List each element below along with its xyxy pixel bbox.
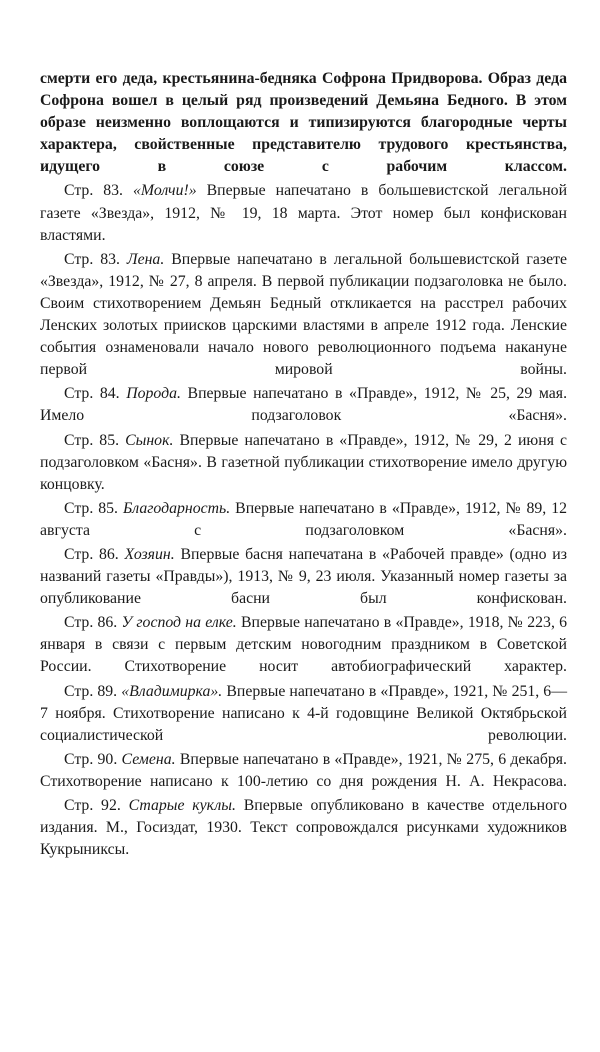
note-lena bbox=[40, 249, 567, 382]
note-text: Впервые напечатано в «Правде», 1912, № 29, 2 июня с подзаголовком «Басня». В газетной публикации стихотворение имело другую концовку. bbox=[40, 431, 567, 493]
intro-paragraph: смерти его деда, крестьянина-бедняка Софрона Придворова. Образ деда Софрона вошел в целый ряд произведений Демьяна Бедного. В этом образе неизменно воплощаются и типизируются благородные черты характера, свойственные представителю трудового крестьянства, идущего в союзе с рабочим классом. bbox=[40, 70, 567, 176]
note-page-ref: Стр. 84. bbox=[64, 385, 120, 403]
note-title: У господ на елке. bbox=[121, 614, 237, 632]
note-page-ref: Стр. 86. bbox=[64, 545, 119, 563]
note-title: «Молчи!» bbox=[133, 182, 197, 200]
note-title: «Владимирка». bbox=[121, 682, 223, 700]
note-title: Порода. bbox=[126, 385, 181, 403]
note-text: Впервые напечатано в «Правде», 1912, № 89, 12 августа с подзаголовком «Басня». bbox=[40, 499, 568, 539]
note-text: Впервые басня напечатана в «Рабочей правде» (одно из названий газеты «Правды»), 1913, № 9, 23 июля. Указанный номер газеты за опубликование басни был конфискован. bbox=[40, 545, 567, 608]
note-text: Впервые напечатано в легальной большевистской газете «Звезда», 1912, № 27, 8 апреля. В первой публикации подзаголовка не было. Своим стихотворением Демьян Бедный откликается на расстрел рабочих Ленских золотых приисков царскими властями в апреле 1912 года. Ленские события ознаменовали начало нового революционного подъема накануне первой мировой войны. bbox=[40, 250, 567, 379]
note-page-ref: Стр. 83. bbox=[64, 182, 124, 200]
note-title: Семена. bbox=[121, 750, 176, 768]
note-text: Впервые напечатано в большевистской легальной газете «Звезда», 1912, № 19, 18 марта. Этот номер был конфискован властями. bbox=[40, 182, 568, 244]
note-poroda bbox=[40, 383, 567, 427]
note-synok bbox=[40, 430, 567, 496]
note-khozyain bbox=[40, 544, 567, 610]
note-text: Впервые напечатано в «Правде», 1921, № 251, 6—7 ноября. Стихотворение написано к 4-й годовщине Великой Октябрьской социалистической революции. bbox=[40, 682, 568, 744]
note-u-gospod-na-elke bbox=[40, 612, 567, 678]
note-page-ref: Стр. 92. bbox=[64, 797, 121, 814]
note-title: Лена. bbox=[126, 250, 165, 268]
note-text: Впервые опубликовано в качестве отдельного издания. М., Госиздат, 1930. Текст сопровождался рисунками художников Кукрыниксы. bbox=[40, 797, 568, 859]
note-title: Сынок. bbox=[125, 431, 174, 449]
note-molchi bbox=[40, 180, 567, 246]
note-text: Впервые напечатано в «Правде», 1921, № 275, 6 декабря. Стихотворение написано к 100-летию со дня рождения Н. А. Некрасова. bbox=[40, 750, 568, 790]
note-vladimirka bbox=[40, 681, 567, 747]
note-semena bbox=[40, 749, 567, 793]
note-page-ref: Стр. 85. bbox=[64, 499, 118, 517]
note-blagodarnost bbox=[40, 498, 567, 542]
note-page-ref: Стр. 86. bbox=[64, 614, 118, 632]
note-title: Хозяин. bbox=[124, 545, 175, 563]
note-title: Старые куклы. bbox=[128, 797, 236, 814]
note-starye-kukly bbox=[40, 795, 567, 861]
note-text: Впервые напечатано в «Правде», 1912, № 25, 29 мая. Имело подзаголовок «Басня». bbox=[40, 385, 568, 425]
note-title: Благодарность. bbox=[122, 499, 231, 517]
note-page-ref: Стр. 89. bbox=[64, 682, 118, 700]
note-page-ref: Стр. 90. bbox=[64, 750, 118, 768]
commentary-text bbox=[40, 68, 567, 863]
note-page-ref: Стр. 83. bbox=[64, 250, 120, 268]
note-page-ref: Стр. 85. bbox=[64, 431, 120, 449]
note-text: Впервые напечатано в «Правде», 1918, № 223, 6 января в связи с первым детским новогодним праздником в Советской России. Стихотворение носит автобиографический характер. bbox=[40, 614, 568, 676]
